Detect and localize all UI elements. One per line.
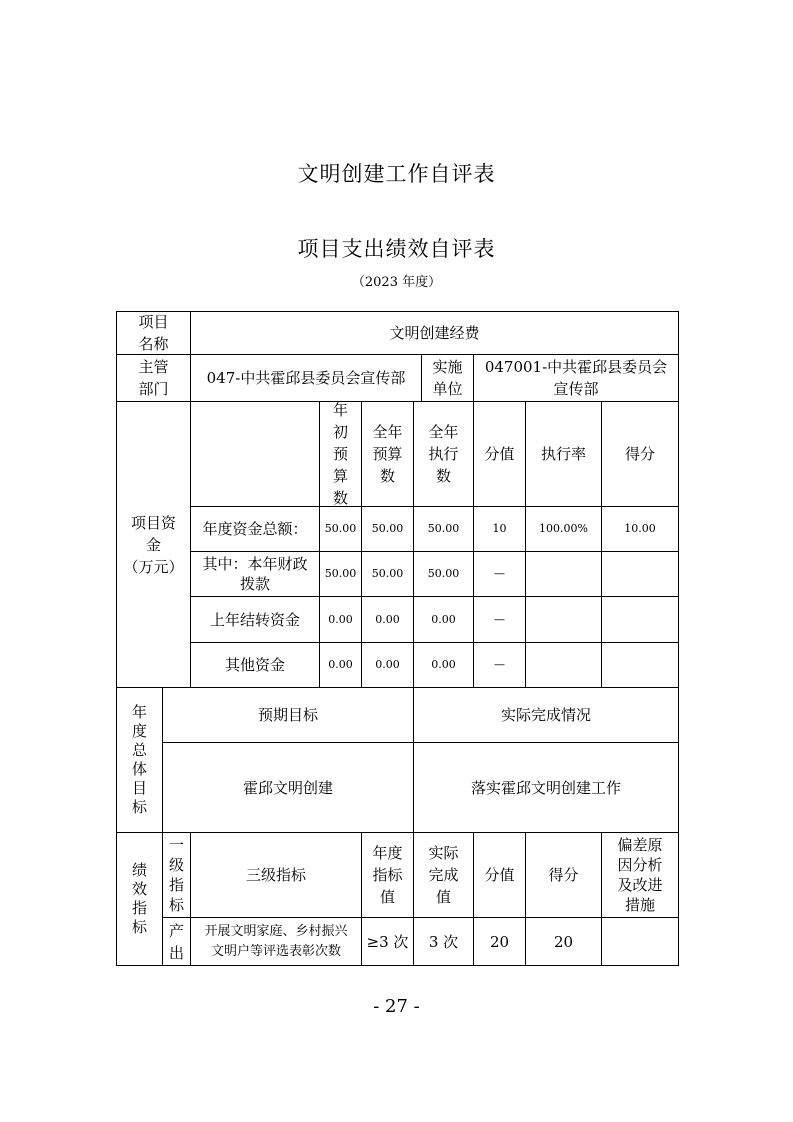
funds-row-exec: 50.00: [413, 506, 474, 552]
funds-row-budget: 50.00: [361, 551, 414, 597]
indicators-row-actual: 3 次: [413, 917, 474, 966]
goals-expected-value: 霍邱文明创建: [162, 742, 414, 833]
funds-row-label: 上年结转资金: [190, 596, 320, 643]
funds-header-initial: 年 初 预 算 数: [319, 401, 362, 507]
page-number: - 27 -: [373, 996, 420, 1017]
indicators-row-deviation: [601, 917, 679, 966]
document-title: 文明创建工作自评表: [297, 162, 496, 186]
funds-row-initial: 0.00: [319, 642, 362, 688]
impl-label: 实施 单位: [421, 354, 474, 402]
project-name-label: 项目 名称: [116, 311, 191, 355]
goals-actual-value: 落实霍邱文明创建工作: [413, 742, 679, 833]
goals-label: 年 度 总 体 目 标: [116, 687, 163, 833]
funds-header-blank: [190, 401, 320, 507]
funds-header-score: 得分: [601, 401, 679, 507]
funds-row-rate: [525, 596, 602, 643]
funds-row-score-value: —: [473, 642, 526, 688]
indicators-header-level3: 三级指标: [190, 832, 362, 918]
funds-row-budget: 0.00: [361, 642, 414, 688]
funds-row-initial: 50.00: [319, 551, 362, 597]
funds-row-rate: 100.00%: [525, 506, 602, 552]
funds-row-label: 年度资金总额：: [190, 506, 320, 552]
funds-row-rate: [525, 642, 602, 688]
indicators-row-score: 20: [525, 917, 602, 966]
funds-label: 项目资 金 （万元）: [116, 401, 191, 688]
indicators-header-score: 得分: [525, 832, 602, 918]
indicators-header-level1: 一 级 指 标: [162, 832, 191, 918]
funds-header-budget: 全年 预算 数: [361, 401, 414, 507]
funds-row-label: 其中：本年财政 拨款: [190, 551, 320, 597]
funds-row-score: [601, 642, 679, 688]
funds-row-score: [601, 596, 679, 643]
funds-row-budget: 50.00: [361, 506, 414, 552]
indicators-row-level3: 开展文明家庭、乡村振兴 文明户等评选表彰次数: [190, 917, 362, 966]
funds-header-score-value: 分值: [473, 401, 526, 507]
indicators-header-score-value: 分值: [473, 832, 526, 918]
indicators-row-target: ≥3 次: [361, 917, 414, 966]
dept-value: 047-中共霍邱县委员会宣传部: [190, 354, 422, 402]
goals-expected-header: 预期目标: [162, 687, 414, 743]
project-name-value: 文明创建经费: [190, 311, 679, 355]
goals-actual-header: 实际完成情况: [413, 687, 679, 743]
funds-header-rate: 执行率: [525, 401, 602, 507]
funds-row-score: [601, 551, 679, 597]
funds-row-label: 其他资金: [190, 642, 320, 688]
funds-row-score: 10.00: [601, 506, 679, 552]
funds-row-exec: 0.00: [413, 596, 474, 643]
funds-row-exec: 0.00: [413, 642, 474, 688]
indicators-row-level1: 产 出: [162, 917, 191, 966]
funds-row-exec: 50.00: [413, 551, 474, 597]
evaluation-table: [116, 311, 679, 966]
funds-header-exec: 全年 执行 数: [413, 401, 474, 507]
funds-row-score-value: 10: [473, 506, 526, 552]
funds-row-initial: 0.00: [319, 596, 362, 643]
funds-row-budget: 0.00: [361, 596, 414, 643]
impl-value: 047001-中共霍邱县委员会 宣传部: [473, 354, 679, 402]
indicators-header-actual: 实际 完成 值: [413, 832, 474, 918]
indicators-row-score-value: 20: [473, 917, 526, 966]
funds-row-score-value: —: [473, 551, 526, 597]
funds-row-score-value: —: [473, 596, 526, 643]
dept-label: 主管 部门: [116, 354, 191, 402]
indicators-header-target: 年度 指标 值: [361, 832, 414, 918]
document-subtitle: 项目支出绩效自评表: [297, 237, 496, 261]
document-year: （2023 年度）: [351, 275, 442, 290]
funds-row-initial: 50.00: [319, 506, 362, 552]
funds-row-rate: [525, 551, 602, 597]
indicators-label: 绩 效 指 标: [116, 832, 163, 966]
indicators-header-deviation: 偏差原 因分析 及改进 措施: [601, 832, 679, 918]
